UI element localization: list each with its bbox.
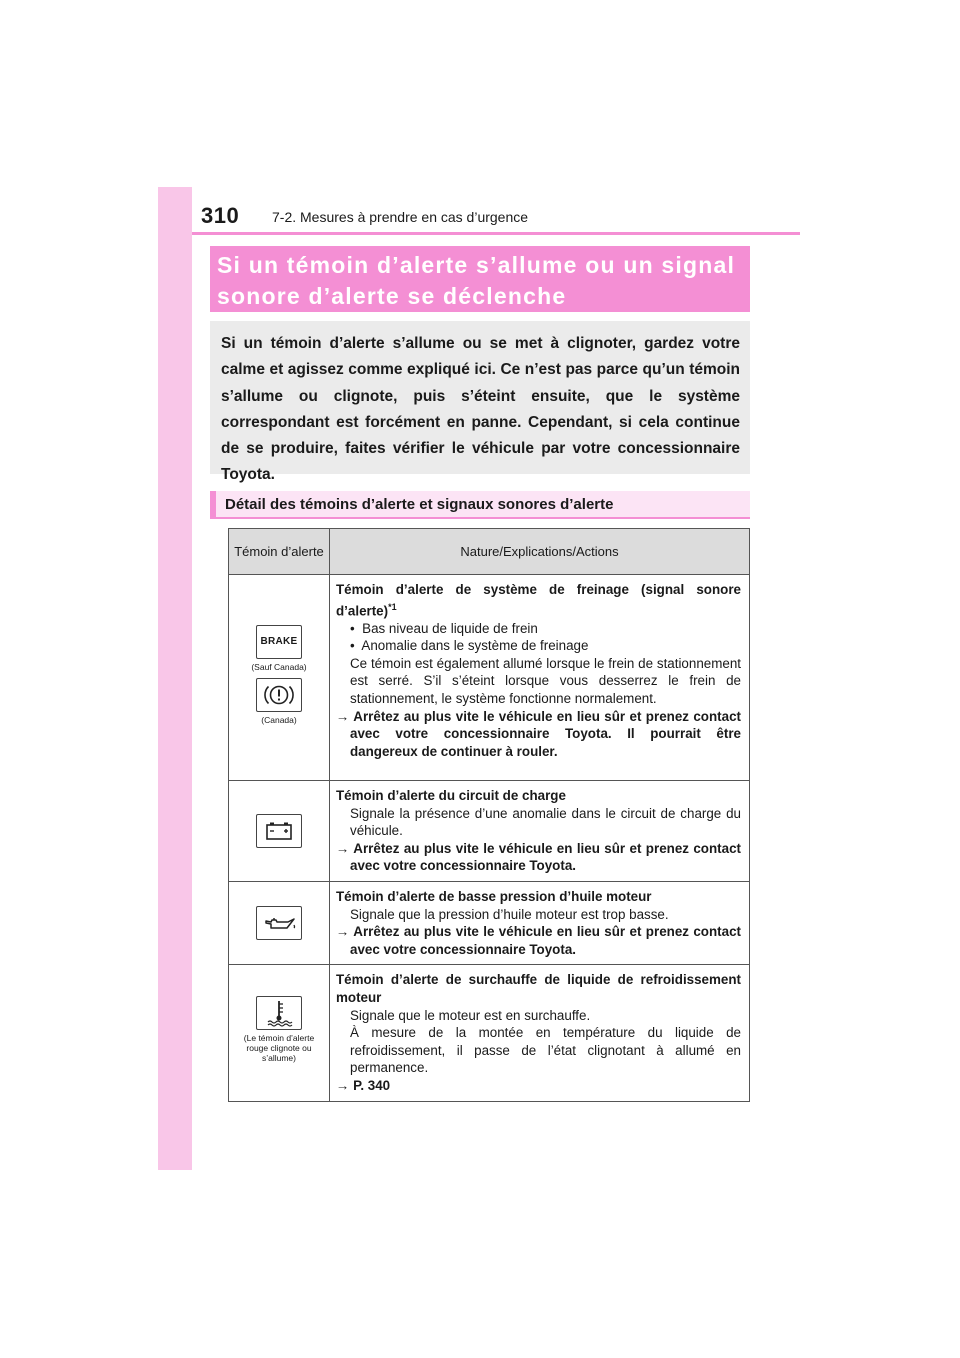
icon-caption: (Le témoin d’alerte rouge clignote ou s’allume): [243, 1033, 315, 1064]
subheading: Détail des témoins d’alerte et signaux sonores d’alerte: [225, 496, 614, 513]
column-header-warning-light: Témoin d’alerte: [229, 529, 330, 575]
icon-cell: [229, 881, 330, 964]
icon-cell: [229, 575, 330, 781]
table-row: [229, 965, 750, 1101]
page-title: Si un témoin d’alerte s’allume ou un signal sonore d’alerte se déclenche: [217, 252, 736, 309]
brake-warning-circle-icon: [256, 678, 302, 712]
row-action: → Arrêtez au plus vite le véhicule en lieu sûr et prenez contact avec votre concessionnaire Toyota. Il pourrait être dangereux de continuer à rouler.: [336, 708, 741, 759]
section-title: 7-2. Mesures à prendre en cas d’urgence: [272, 209, 529, 225]
list-item: • Bas niveau de liquide de frein: [350, 620, 538, 636]
brake-icon: BRAKE: [256, 625, 302, 659]
icon-cell: [229, 781, 330, 882]
row-body: Signale que la pression d’huile moteur est trop basse.: [350, 906, 669, 922]
row-body: Signale que le moteur est en surchauffe.: [350, 1007, 591, 1023]
subheading-accent-bar: [210, 491, 216, 519]
list-item: • Anomalie dans le système de freinage: [350, 638, 589, 654]
description-cell: [330, 881, 750, 964]
row-title: Témoin d’alerte du circuit de charge: [336, 788, 566, 803]
coolant-temperature-icon: [256, 996, 302, 1030]
icon-caption: (Sauf Canada): [251, 661, 307, 672]
row-title: Témoin d’alerte de basse pression d’huile moteur: [336, 888, 652, 904]
header-divider: [192, 232, 800, 235]
warning-lights-table: [228, 528, 750, 1102]
table-row: [229, 881, 750, 964]
row-title: Témoin d’alerte de surchauffe de liquide de refroidissement moteur: [336, 972, 741, 1005]
row-action: → Arrêtez au plus vite le véhicule en lieu sûr et prenez contact avec votre concessionnaire Toyota.: [336, 840, 741, 874]
column-header-actions: Nature/Explications/Actions: [330, 529, 750, 575]
table-row: [229, 781, 750, 882]
oil-can-icon: [256, 906, 302, 940]
row-action: → Arrêtez au plus vite le véhicule en lieu sûr et prenez contact avec votre concessionnaire Toyota.: [336, 924, 741, 957]
row-title: Témoin d’alerte de système de freinage (signal sonore d’alerte)$^{*1}$: [336, 582, 741, 619]
icon-cell: [229, 965, 330, 1101]
row-body: Ce témoin est également allumé lorsque le frein de stationnement est serré. S’il s’éteint lorsque vous desserrez le frein de stationnement, le système fonctionne normalement.: [350, 655, 741, 707]
description-cell: [330, 965, 750, 1101]
page-reference-link[interactable]: → P. 340: [336, 1077, 391, 1093]
side-tab-strip: [158, 187, 192, 1170]
table-header-row: [229, 529, 750, 575]
intro-paragraph: Si un témoin d’alerte s’allume ou se met à clignoter, gardez votre calme et agissez comme expliqué ici. Ce n’est pas parce qu’un témoin s’allume ou clignote, puis s’éteint ensuite, que le système correspondant est forcément en panne. Cependant, si cela continue de se produire, faites vérifier le véhicule par votre concessionnaire Toyota.: [221, 335, 740, 484]
page-number: 310: [201, 203, 240, 228]
icon-caption: (Canada): [261, 714, 297, 725]
row-body: À mesure de la montée en température du liquide de refroidissement, il passe de l’état clignotant à allumé en permanence.: [350, 1025, 741, 1076]
description-cell: [330, 781, 750, 882]
table-row: [229, 575, 750, 781]
row-body: Signale la présence d’une anomalie dans le circuit de charge du véhicule.: [350, 805, 741, 839]
description-cell: [330, 575, 750, 781]
battery-icon: [256, 814, 302, 848]
